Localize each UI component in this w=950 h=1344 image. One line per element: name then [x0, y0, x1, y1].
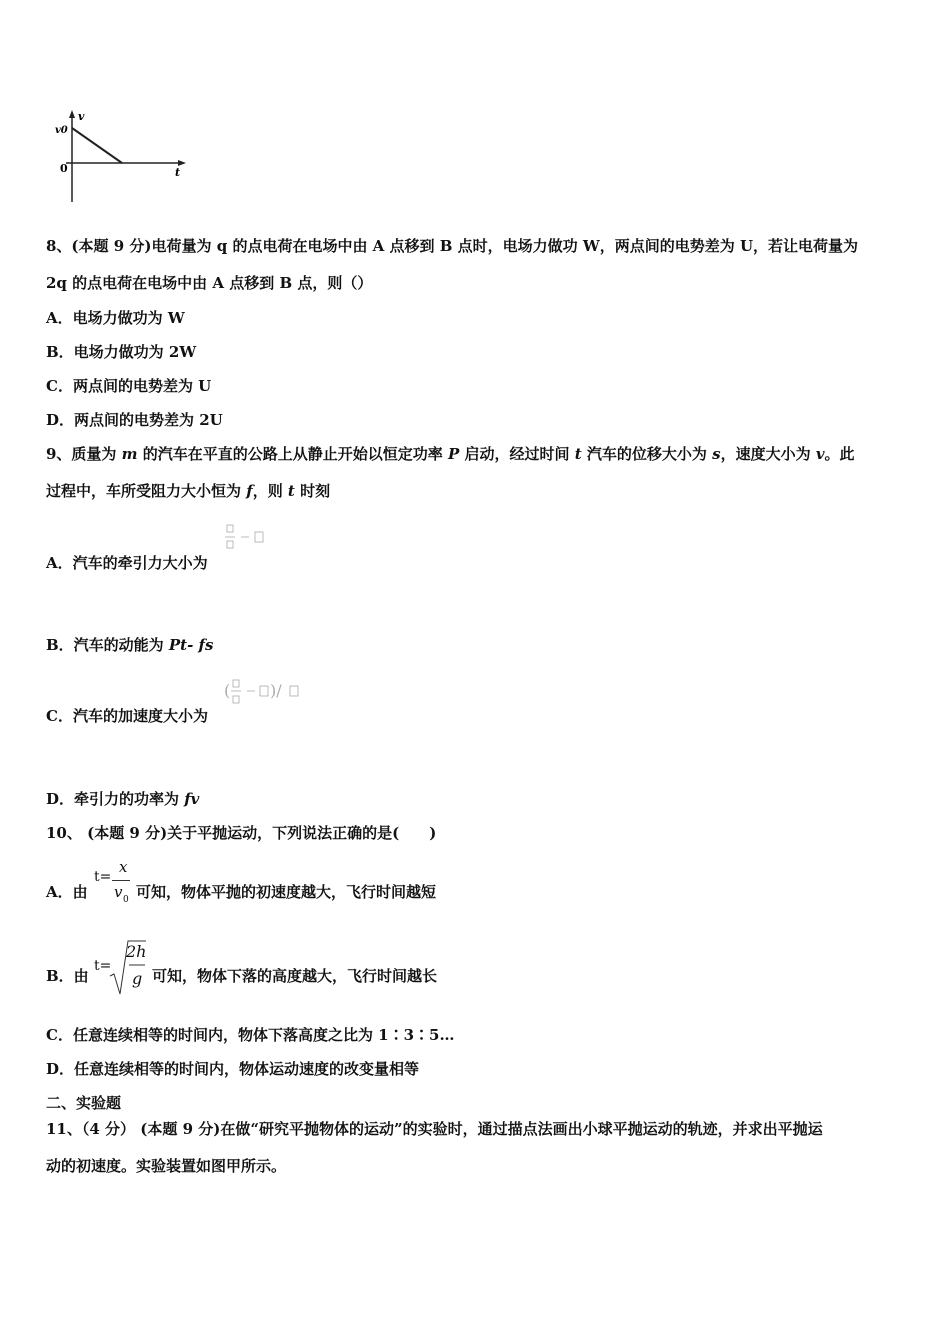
q10-a-num: x [119, 858, 128, 876]
q10-b-den: g [132, 969, 143, 988]
q8-line2: 2q 的点电荷在电场中由 A 点移到 B 点，则（） [46, 274, 373, 292]
q10-option-b-text: 可知，物体下落的高度越大，飞行时间越长 [152, 967, 438, 985]
q11-line2: 动的初速度。实验装置如图甲所示。 [46, 1157, 287, 1175]
t-label: t [175, 166, 181, 179]
q10-option-a: A．由 [46, 883, 88, 901]
q10-b-num: 2h [126, 942, 147, 961]
q9-option-b: B．汽车的动能为 Pt- fs [46, 636, 214, 654]
q8-option-c: C．两点间的电势差为 U [46, 377, 212, 395]
velocity-line [72, 128, 122, 163]
svg-text:(: ( [224, 681, 231, 700]
q9-option-a: A．汽车的牵引力大小为 [46, 554, 208, 572]
q10-option-c: C．任意连续相等的时间内，物体下落高度之比为 1∶3∶5… [46, 1026, 455, 1044]
origin-label: 0 [60, 162, 68, 175]
q10-a-den-sub: 0 [123, 895, 129, 905]
q10-a-t: t= [94, 869, 112, 885]
q8-option-d: D．两点间的电势差为 2U [46, 411, 223, 429]
q9-option-d: D．牵引力的功率为 fv [46, 790, 200, 808]
q11-line1: 11、（4 分） (本题 9 分)在做“研究平抛物体的运动”的实验时，通过描点法画出小球平抛运动的轨迹，并求出平抛运 [46, 1120, 823, 1138]
q10-option-b: B．由 [46, 967, 89, 985]
v-axis-arrow [69, 110, 75, 118]
q10-option-b-formula [94, 938, 152, 996]
q9-line2: 过程中，车所受阻力大小恒为 f，则 t 时刻 [46, 482, 331, 500]
q10-b-t: t= [94, 958, 112, 974]
q10-option-a-text: 可知，物体平抛的初速度越大，飞行时间越短 [136, 883, 437, 901]
section-2-heading: 二、实验题 [46, 1094, 122, 1112]
q8-line1: 8、(本题 9 分)电荷量为 q 的点电荷在电场中由 A 点移到 B 点时，电场力做功 W，两点间的电势差为 U，若让电荷量为 [46, 237, 859, 255]
q10-title: 10、 (本题 9 分)关于平抛运动，下列说法正确的是( ) [46, 824, 437, 842]
q10-option-d: D．任意连续相等的时间内，物体运动速度的改变量相等 [46, 1060, 420, 1078]
v-label: v [78, 110, 85, 123]
q10-option-a-formula [94, 858, 134, 906]
v0-label: v0 [55, 125, 68, 136]
q8-option-a: A．电场力做功为 W [46, 309, 185, 327]
q10-a-den: v [114, 883, 123, 901]
q9-line1: 9、质量为 m 的汽车在平直的公路上从静止开始以恒定功率 P 启动，经过时间 t 汽车的位移大小为 s，速度大小为 v。此 [46, 445, 855, 463]
q8-option-b: B．电场力做功为 2W [46, 343, 197, 361]
q10-a-bar [112, 880, 130, 881]
q9-option-c: C．汽车的加速度大小为 [46, 707, 208, 725]
vt-graph [52, 108, 192, 204]
q9-option-c-formula [224, 676, 306, 714]
svg-text:)/: )/ [270, 681, 282, 700]
q9-option-a-formula [224, 522, 274, 558]
